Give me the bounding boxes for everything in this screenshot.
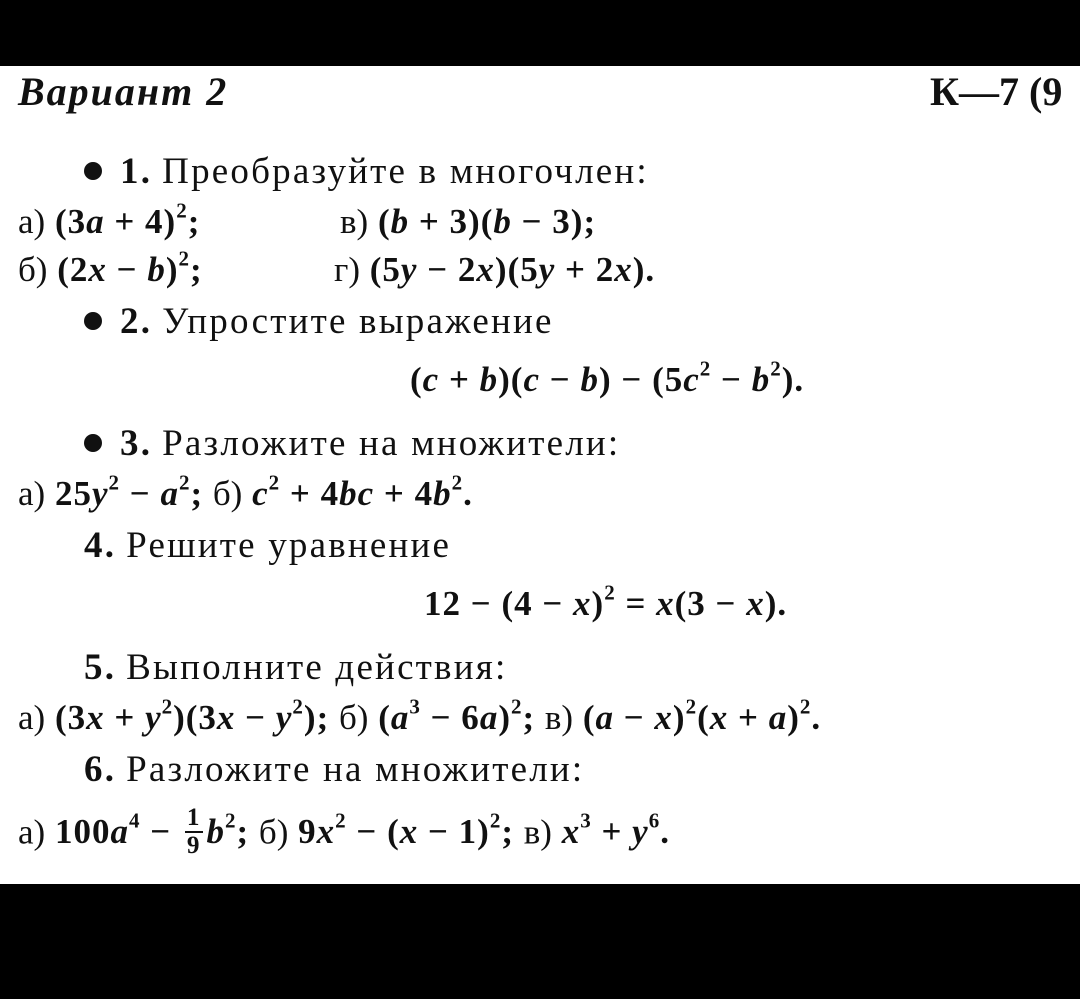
item-expression: $c^2 + 4bc + 4b^2$. [252,470,473,513]
item-label: а) [18,474,46,513]
task-text: Выполните действия: [126,647,508,688]
item-label: б) [258,812,289,852]
item-label: г) [334,250,361,289]
item-label: в) [523,812,552,852]
task-3-items [18,470,473,514]
task-4-equation: $12 - (4 - x)^2 = x(3 - x)$. [424,580,788,623]
task-text: Решите уравнение [126,525,452,566]
task-number: 5. [84,647,117,688]
task-number: 3. [120,423,153,464]
task-text: Разложите на множители: [126,749,585,790]
task-3-heading [84,422,620,465]
task-1-item-g [334,250,655,290]
item-expression: $(2x - b)^2$; [57,246,203,289]
item-label: б) [18,250,48,289]
item-label: а) [18,202,46,241]
task-1-item-v [340,202,596,242]
variant-title: Вариант 2 [18,69,229,114]
bullet-icon [84,162,102,180]
item-expression: $25y^2 - a^2$; [54,470,204,513]
item-expression: $(a^3 - 6a)^2$; [378,694,536,737]
bullet-icon [84,312,102,330]
task-text: Упростите выражение [162,301,554,342]
task-4-heading [84,524,451,567]
item-expression: $(3a + 4)^2$; [54,198,201,241]
test-code: К—7 (9 [930,69,1063,114]
worksheet-page [0,66,1080,884]
task-2-heading [84,300,554,343]
bullet-icon [84,434,102,452]
task-text: Разложите на множители: [162,423,621,464]
task-2-expression: $(c + b)(c - b) - (5c^2 - b^2)$. [410,356,805,399]
item-label: б) [338,698,369,737]
task-5-items [18,694,822,738]
item-label: в) [544,698,574,737]
task-1-item-b [18,246,203,290]
item-expression: $9x^2 - (x - 1)^2$; [298,808,514,852]
item-label: а) [18,812,46,852]
fraction-one-ninth: $\frac{1}{9}$ [186,804,201,860]
item-expression: $100a^4$ − $\frac{1}{9}$ $b^2$; [54,804,250,860]
item-expression: (b + 3)(b − 3); [377,202,597,241]
task-number: 2. [120,301,153,342]
task-number: 4. [84,525,117,566]
item-expression: $(3x + y^2)(3x - y^2)$; [54,694,330,737]
task-6-heading [84,748,584,791]
task-6-items [18,804,670,863]
task-number: 1. [120,151,153,192]
task-1-item-a [18,198,201,242]
item-expression: (5y − 2x)(5y + 2x). [369,250,656,289]
item-label: б) [212,474,243,513]
item-expression: $(a - x)^2(x + a)^2$. [582,694,822,737]
item-label: а) [18,698,46,737]
task-text: Преобразуйте в многочлен: [162,151,649,192]
task-1-heading [84,150,649,193]
task-5-heading [84,646,507,689]
task-number: 6. [84,749,117,790]
item-label: в) [340,202,369,241]
item-expression: $x^3 + y^6$. [561,808,670,852]
